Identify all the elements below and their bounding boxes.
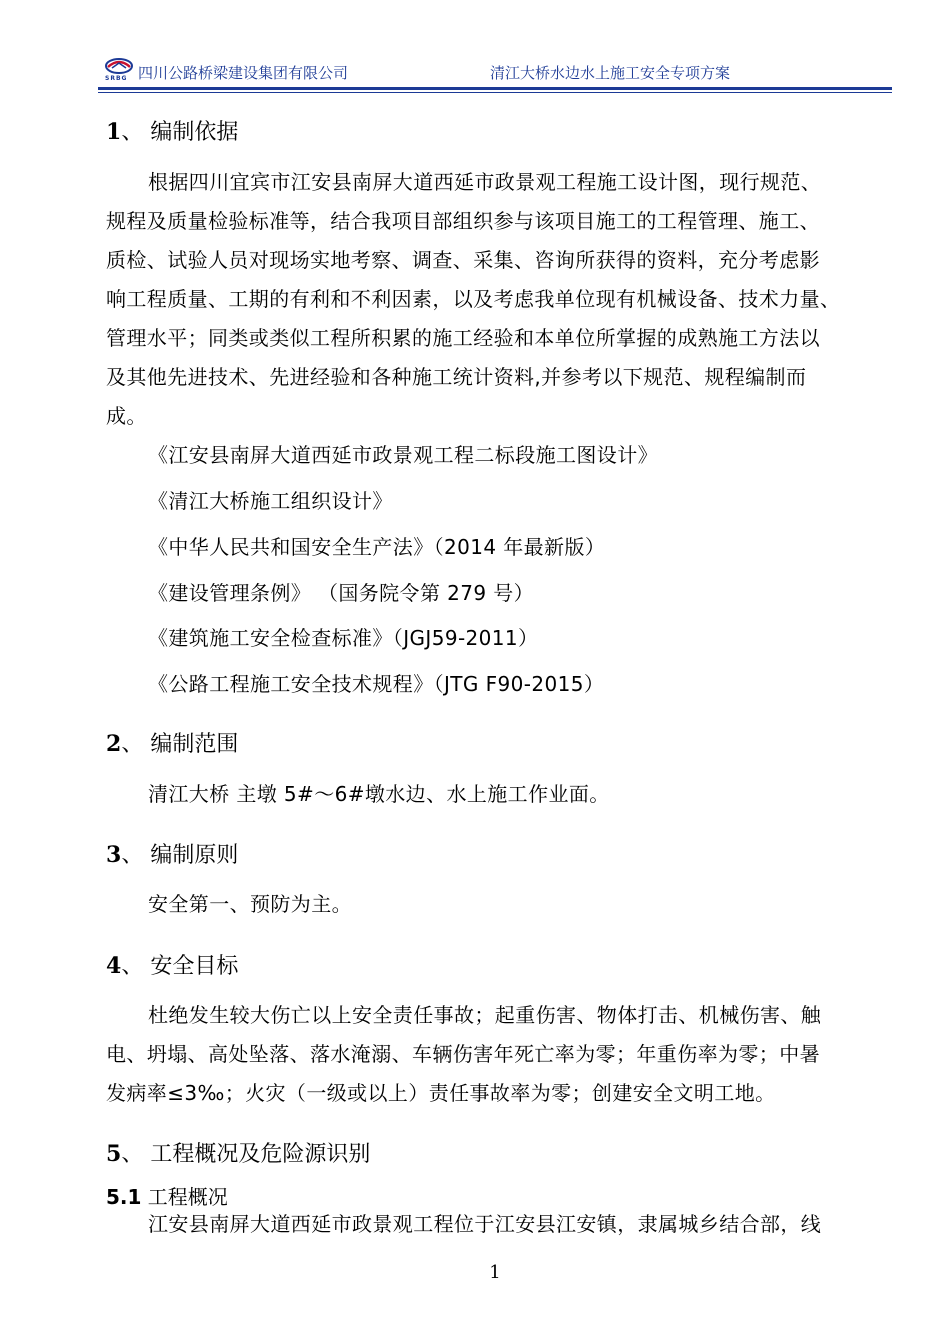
document-title: 清江大桥水边水上施工安全专项方案 [490,64,731,82]
reference-item: 《江安县南屏大道西延市政景观工程二标段施工图设计》 [148,443,658,467]
paragraph-line: 发病率≤3‰；火灾（一级或以上）责任事故率为零；创建安全文明工地。 [106,1081,776,1105]
reference-item: 《建筑施工安全检查标准》（JGJ59-2011） [148,626,539,650]
section-title: 编制原则 [150,843,239,868]
paragraph-line: 根据四川宜宾市江安县南屏大道西延市政景观工程施工设计图，现行规范、 [148,170,822,194]
section-title: 编制依据 [150,120,239,145]
section-5-text: 江安县南屏大道西延市政景观工程位于江安县江安镇，隶属城乡结合部，线 [148,1212,822,1236]
section-title: 编制范围 [150,732,239,757]
section-number: 5 [106,1141,122,1167]
section-number: 1 [106,119,122,145]
page-header [104,58,894,90]
reference-item: 《公路工程施工安全技术规程》（JTG F90-2015） [148,672,605,696]
reference-item: 《建设管理条例》 （国务院令第 279 号） [148,581,535,605]
section-number: 2 [106,731,122,757]
company-name: 四川公路桥梁建设集团有限公司 [138,64,349,82]
section-5-heading [106,1137,370,1168]
section-separator: 、 [121,843,144,868]
paragraph-line: 杜绝发生较大伤亡以上安全责任事故；起重伤害、物体打击、机械伤害、触 [148,1003,822,1027]
subsection-5-1-heading [106,1181,228,1210]
section-3-text: 安全第一、预防为主。 [148,892,352,916]
reference-item: 《中华人民共和国安全生产法》（2014 年最新版） [148,535,606,559]
logo-text: SRBG [105,75,128,82]
section-separator: 、 [121,1142,144,1167]
paragraph-line: 管理水平；同类或类似工程所积累的施工经验和本单位所掌握的成熟施工方法以 [106,326,820,350]
paragraph-line: 成。 [106,404,147,428]
section-title: 安全目标 [150,954,239,979]
paragraph-line: 响工程质量、工期的有利和不利因素，以及考虑我单位现有机械设备、技术力量、 [106,287,841,311]
section-number: 3 [106,842,122,868]
section-3-heading [106,838,238,869]
paragraph-line: 电、坍塌、高处坠落、落水淹溺、车辆伤害年死亡率为零；年重伤率为零；中暑 [106,1042,820,1066]
paragraph-line: 质检、试验人员对现场实地考察、调查、采集、咨询所获得的资料，充分考虑影 [106,248,820,272]
reference-item: 《清江大桥施工组织设计》 [148,489,393,513]
section-1-heading [106,115,238,146]
header-rule-thin [98,92,892,93]
section-separator: 、 [121,732,144,757]
paragraph-line: 规程及质量检验标准等，结合我项目部组织参与该项目施工的工程管理、施工、 [106,209,820,233]
paragraph-line: 及其他先进技术、先进经验和各种施工统计资料,并参考以下规范、规程编制而 [106,365,807,389]
section-2-heading [106,727,238,758]
section-4-heading [106,949,238,980]
subsection-title: 工程概况 [147,1185,228,1209]
section-2-text: 清江大桥 主墩 5#～6#墩水边、水上施工作业面。 [148,782,610,806]
section-number: 4 [106,953,122,979]
section-separator: 、 [121,954,144,979]
page-number: 1 [489,1262,501,1283]
section-separator: 、 [121,120,144,145]
header-rule-thick [98,87,892,90]
section-title: 工程概况及危险源识别 [150,1142,371,1167]
subsection-number: 5.1 [106,1185,142,1209]
